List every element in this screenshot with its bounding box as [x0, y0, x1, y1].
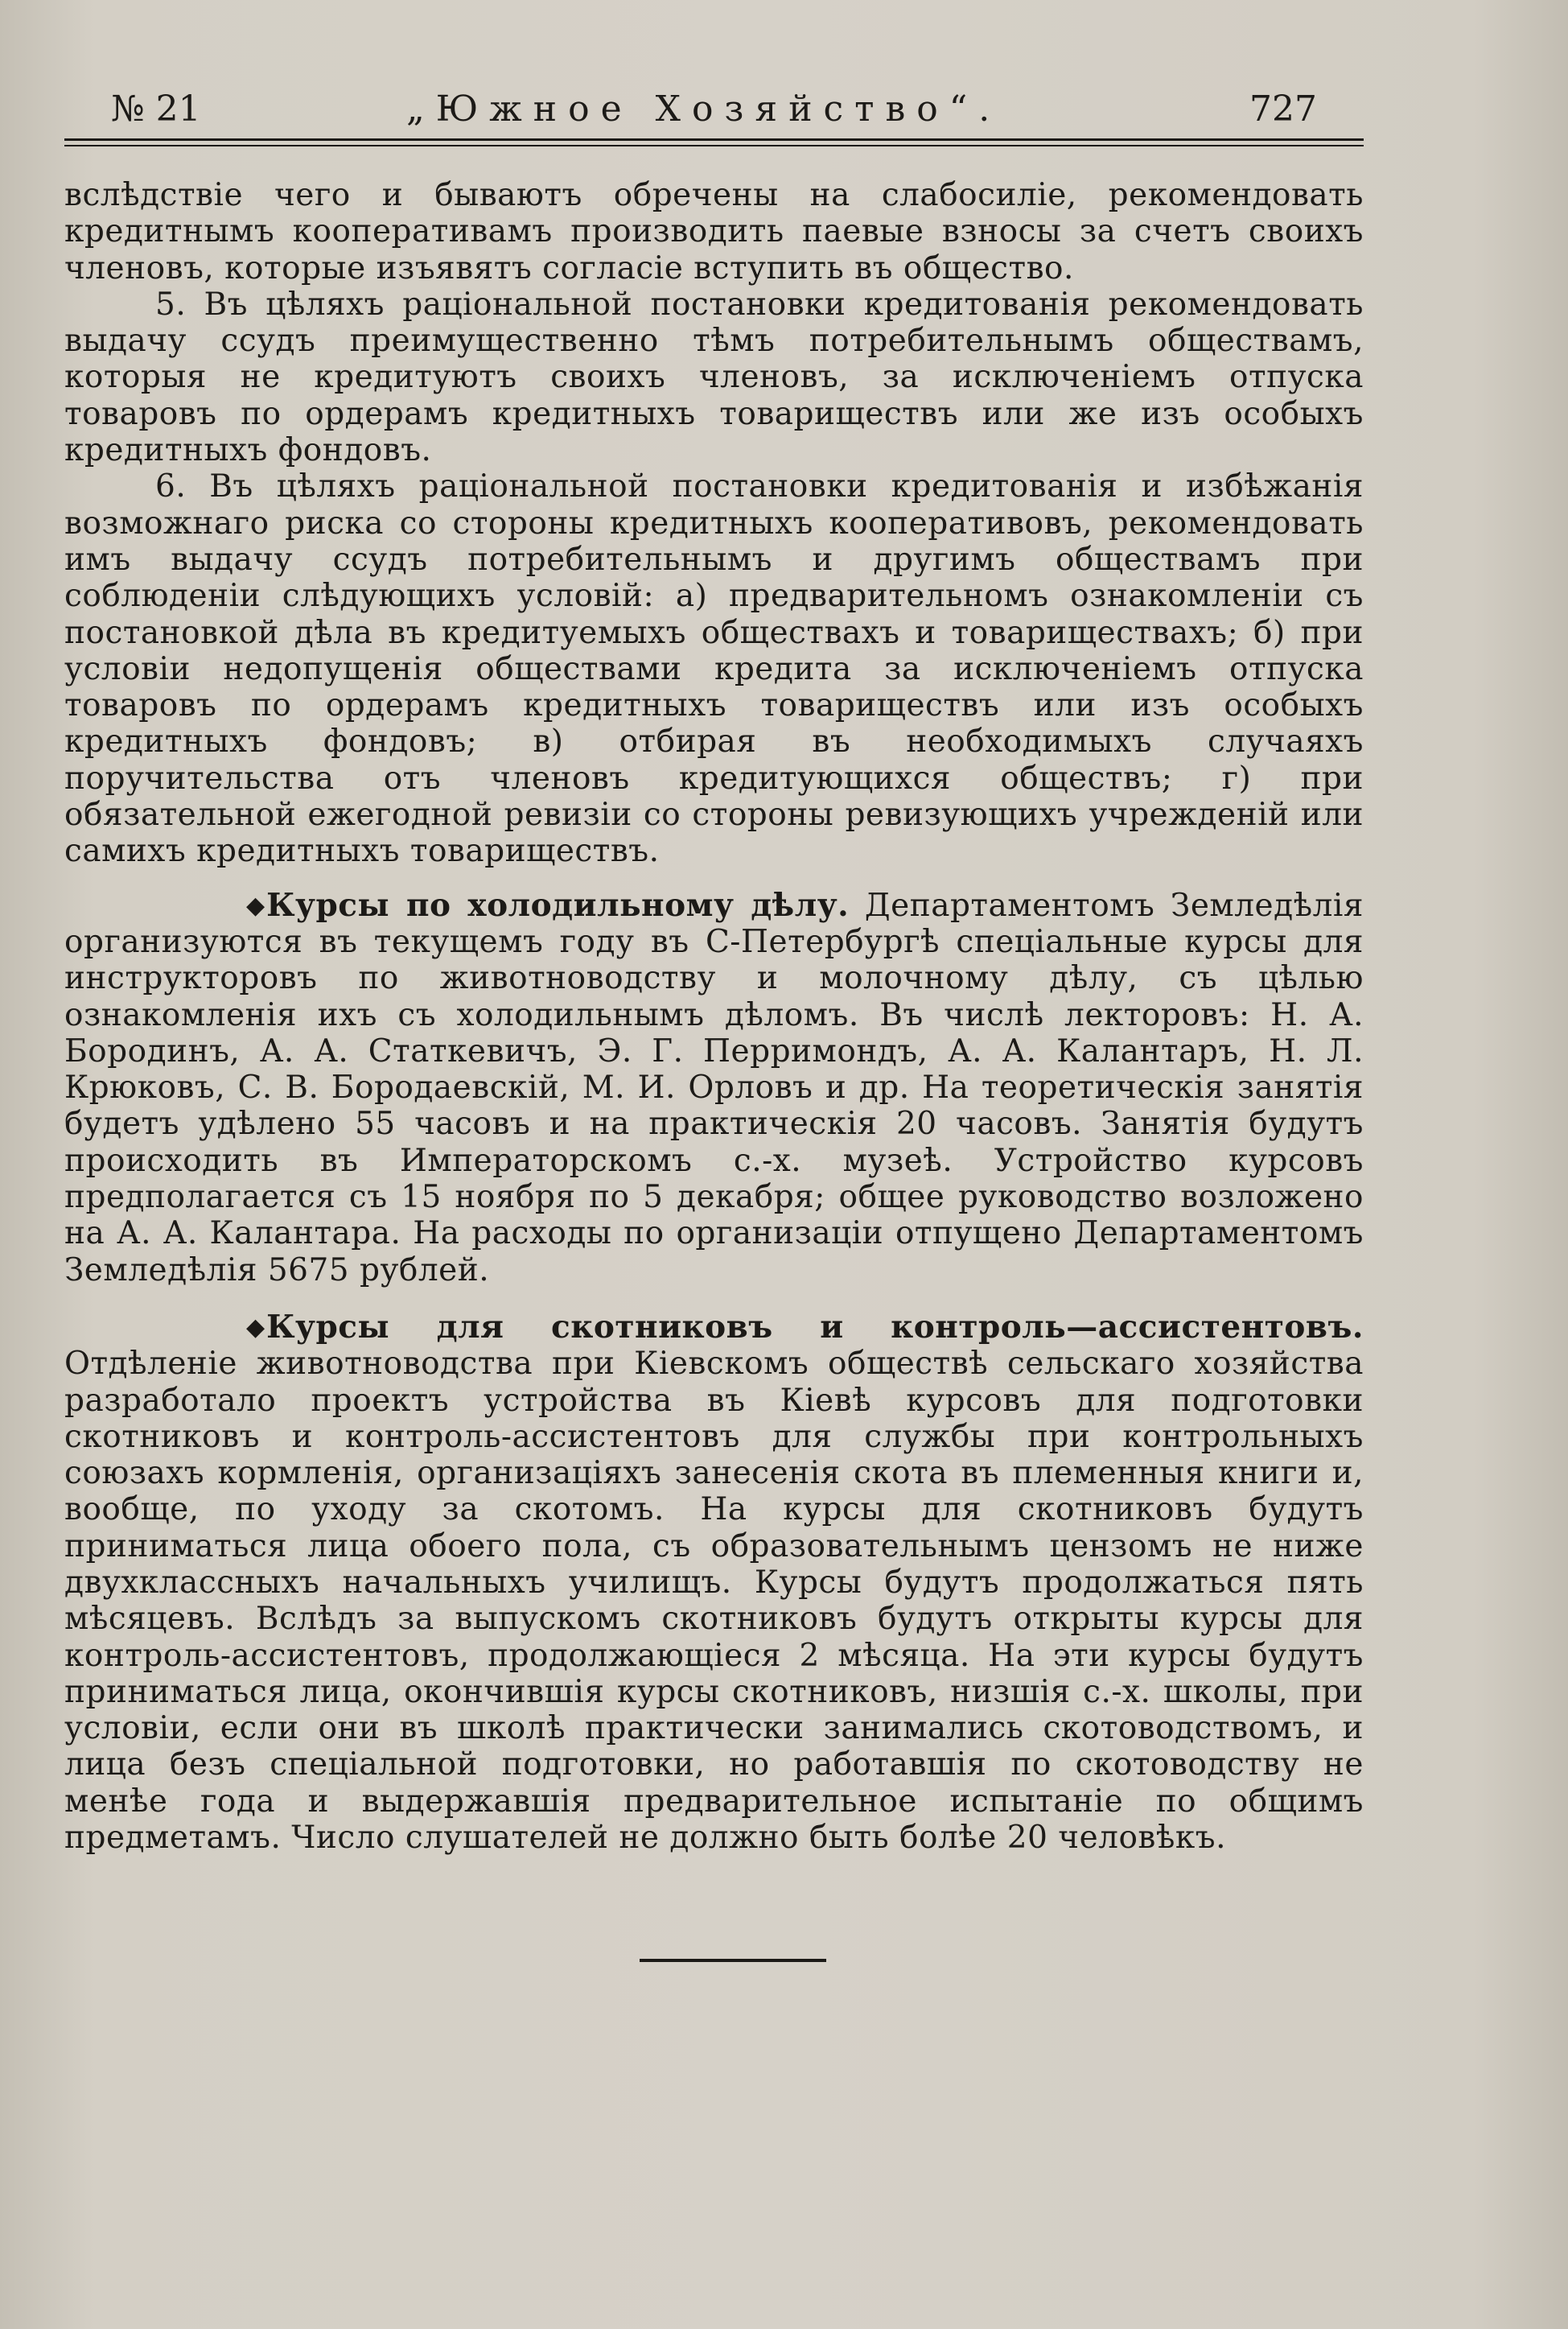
page-number: 727 [1249, 89, 1317, 130]
section-heading: Курсы для скотниковъ и контроль—ассистентовъ. [266, 1308, 1364, 1346]
section-cold-storage-courses [64, 888, 1364, 1288]
diamond-ornament-icon: ◆ [246, 891, 261, 920]
article-body [64, 177, 1364, 1856]
paragraph-item-6: 6. Въ цѣляхъ раціональной постановки кредитованія и избѣжанія возможнаго риска со стороны кредитныхъ кооперативовъ, рекомендовать имъ выдачу ссудъ потребительнымъ и другимъ обществамъ при соблюденіи слѣдующихъ условій: а) предварительномъ ознакомленіи съ постановкой дѣла въ кредитуемыхъ обществахъ и товариществахъ; б) при условіи недопущенія обществами кредита за исключеніемъ отпуска товаровъ по ордерамъ кредитныхъ товариществъ или изъ особыхъ кредитныхъ фондовъ; в) отбирая въ необходимыхъ случаяхъ поручительства отъ членовъ кредитующихся обществъ; г) при обязательной ежегодной ревизіи со стороны ревизующихъ учрежденій или самихъ кредитныхъ товариществъ. [64, 468, 1364, 870]
section-herdsmen-courses [64, 1309, 1364, 1856]
end-rule [640, 1959, 826, 1962]
header-rule-top [64, 138, 1364, 141]
diamond-ornament-icon: ◆ [246, 1313, 261, 1342]
journal-title: „Южное Хозяйство“. [406, 89, 1002, 130]
section-text: Департаментомъ Земледѣлія организуются въ текущемъ году въ С-Петербургѣ спеціальные курсы для инструкторовъ по животноводству и молочному дѣлу, съ цѣлью ознакомленія ихъ съ холодильнымъ дѣломъ. Въ числѣ лекторовъ: Н. А. Бородинъ, А. А. Статкевичъ, Э. Г. Перримондъ, А. А. Калантаръ, Н. Л. Крюковъ, С. В. Бородаевскій, М. И. Орловъ и др. На теоретическія занятія будетъ удѣлено 55 часовъ и на практическія 20 часовъ. Занятія будутъ происходить въ Императорскомъ с.-х. музеѣ. Устройство курсовъ предполагается съ 15 ноября по 5 декабря; общее руководство возложено на А. А. Калантара. На расходы по организаціи отпущено Департаментомъ Земледѣлія 5675 рублей. [64, 887, 1364, 1288]
paragraph-item-5: 5. Въ цѣляхъ раціональной постановки кредитованія рекомендовать выдачу ссудъ преимущественно тѣмъ потребительнымъ обществамъ, которыя не кредитуютъ своихъ членовъ, за исключеніемъ отпуска товаровъ по ордерамъ кредитныхъ товариществъ или же изъ особыхъ кредитныхъ фондовъ. [64, 286, 1364, 469]
issue-number: № 21 [111, 89, 201, 130]
header-rule-bottom [64, 145, 1364, 146]
section-text: Отдѣленіе животноводства при Кіевскомъ обществѣ сельскаго хозяйства разработало проектъ устройства въ Кіевѣ курсовъ для подготовки скотниковъ и контроль-ассистентовъ для службы при контрольныхъ союзахъ кормленія, организаціяхъ занесенія скота въ племенныя книги и, вообще, по уходу за скотомъ. На курсы для скотниковъ будутъ приниматься лица обоего пола, съ образовательнымъ цензомъ не ниже двухклассныхъ начальныхъ училищъ. Курсы будутъ продолжаться пять мѣсяцевъ. Вслѣдъ за выпускомъ скотниковъ будутъ открыты курсы для контроль-ассистентовъ, продолжающіеся 2 мѣсяца. На эти курсы будутъ приниматься лица, окончившія курсы скотниковъ, низшія с.-х. школы, при условіи, если они въ школѣ практически занимались скотоводствомъ, и лица безъ спеціальной подготовки, но работавшія по скотоводству не менѣе года и выдержавшія предварительное испытаніе по общимъ предметамъ. Число слушателей не должно быть болѣе 20 человѣкъ. [64, 1346, 1364, 1857]
page-header [64, 80, 1364, 145]
section-heading: Курсы по холодильному дѣлу. [266, 886, 850, 924]
paragraph-continued: вслѣдствіе чего и бываютъ обречены на слабосиліе, рекомендовать кредитнымъ кооперативамъ производить паевые взносы за счетъ своихъ членовъ, которые изъявятъ согласіе вступить въ общество. [64, 177, 1364, 286]
